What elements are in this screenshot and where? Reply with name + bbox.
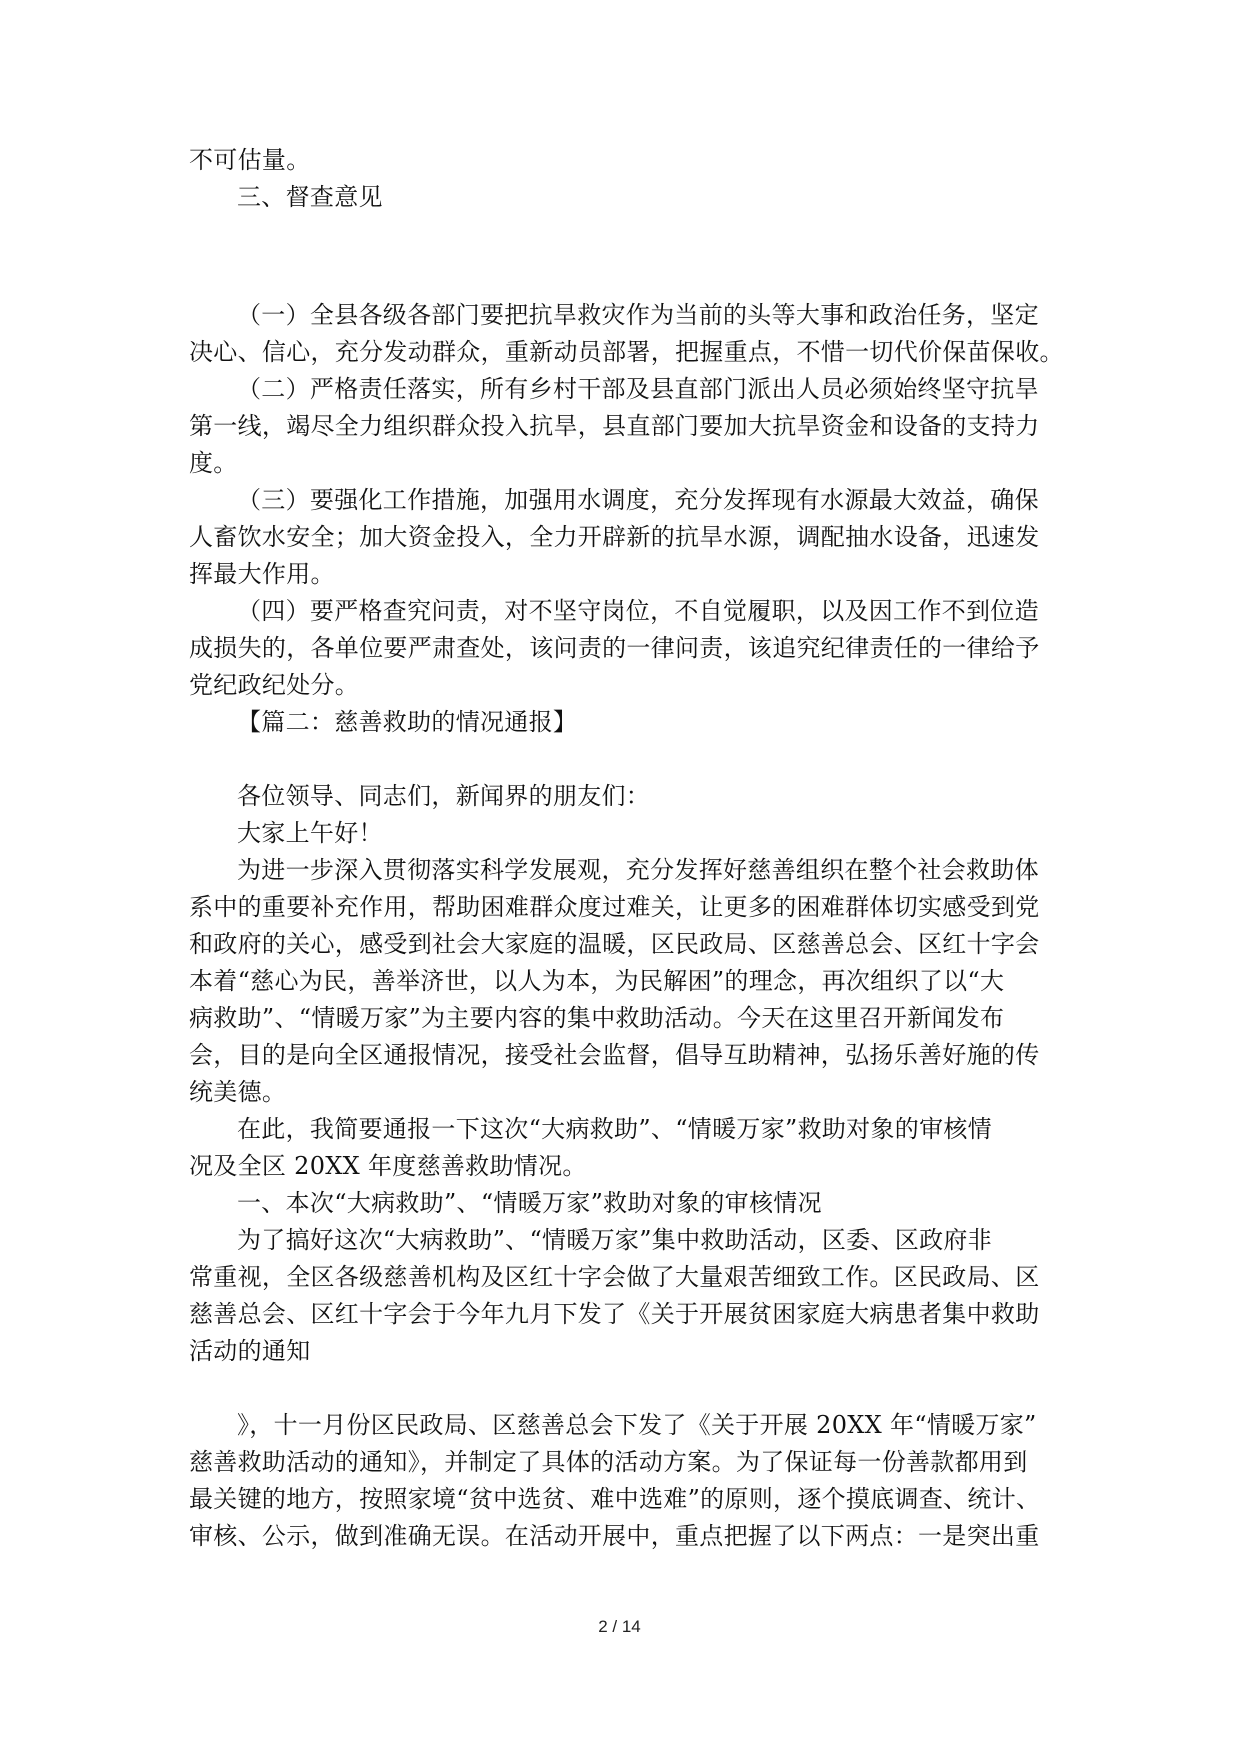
spacer: [189, 741, 1049, 778]
section-heading: 三、督查意见: [237, 183, 383, 211]
paragraph-line: 第一线，竭尽全力组织群众投入抗旱，县直部门要加大抗旱资金和设备的支持力: [189, 412, 1040, 440]
text-line: 不可估量。: [189, 146, 311, 174]
paragraph-line: 况及全区 20XX 年度慈善救助情况。: [189, 1152, 587, 1180]
paragraph-line: （四）要严格查究问责，对不坚守岗位，不自觉履职，以及因工作不到位造: [237, 597, 1039, 625]
paragraph-line: 为了搞好这次“大病救助”、“情暖万家”集中救助活动，区委、区政府非: [237, 1226, 992, 1254]
paragraph-line: 和政府的关心，感受到社会大家庭的温暖，区民政局、区慈善总会、区红十字会: [189, 930, 1040, 958]
document-body: [189, 142, 1064, 1555]
paragraph-line: 最关键的地方，按照家境“贫中选贫、难中选难”的原则，逐个摸底调查、统计、: [189, 1485, 1041, 1513]
paragraph-line: 慈善救助活动的通知》，并制定了具体的活动方案。为了保证每一份善款都用到: [189, 1448, 1028, 1476]
paragraph-line: 本着“慈心为民，善举济世，以人为本，为民解困”的理念，再次组织了以“大: [189, 967, 1005, 995]
paragraph-line: 活动的通知: [189, 1337, 311, 1365]
paragraph-line: 慈善总会、区红十字会于今年九月下发了《关于开展贫困家庭大病患者集中救助: [189, 1300, 1040, 1328]
spacer: [189, 1370, 1049, 1407]
greeting-line: 大家上午好！: [237, 819, 383, 847]
paragraph-line: 挥最大作用。: [189, 560, 335, 588]
paragraph-line: 为进一步深入贯彻落实科学发展观，充分发挥好慈善组织在整个社会救助体: [237, 856, 1039, 884]
paragraph-line: 审核、公示，做到准确无误。在活动开展中，重点把握了以下两点：一是突出重: [189, 1522, 1040, 1550]
paragraph-line: 在此，我简要通报一下这次“大病救助”、“情暖万家”救助对象的审核情: [237, 1115, 992, 1143]
section-heading: 一、本次“大病救助”、“情暖万家”救助对象的审核情况: [237, 1189, 822, 1217]
paragraph-line: 成损失的，各单位要严肃查处，该问责的一律问责，该追究纪律责任的一律给予: [189, 634, 1040, 662]
page-number: 2 / 14: [598, 1617, 641, 1636]
paragraph-line: 》，十一月份区民政局、区慈善总会下发了《关于开展 20XX 年“情暖万家”: [237, 1411, 1037, 1439]
paragraph-line: （一）全县各级各部门要把抗旱救灾作为当前的头等大事和政治任务，坚定: [237, 301, 1039, 329]
paragraph-line: 会，目的是向全区通报情况，接受社会监督，倡导互助精神，弘扬乐善好施的传: [189, 1041, 1040, 1069]
chapter-heading: 【篇二：慈善救助的情况通报】: [237, 708, 578, 736]
spacer: [189, 216, 1049, 297]
paragraph-line: 系中的重要补充作用，帮助困难群众度过难关，让更多的困难群体切实感受到党: [189, 893, 1040, 921]
paragraph-line: 决心、信心，充分发动群众，重新动员部署，把握重点，不惜一切代价保苗保收。: [189, 338, 1064, 366]
paragraph-line: 党纪政纪处分。: [189, 671, 360, 699]
paragraph-line: 统美德。: [189, 1078, 287, 1106]
paragraph-line: 人畜饮水安全；加大资金投入，全力开辟新的抗旱水源，调配抽水设备，迅速发: [189, 523, 1040, 551]
paragraph-line: 度。: [189, 449, 238, 477]
paragraph-line: （三）要强化工作措施，加强用水调度，充分发挥现有水源最大效益，确保: [237, 486, 1039, 514]
paragraph-line: 病救助”、“情暖万家”为主要内容的集中救助活动。今天在这里召开新闻发布: [189, 1004, 1005, 1032]
paragraph-line: （二）严格责任落实，所有乡村干部及县直部门派出人员必须始终坚守抗旱: [237, 375, 1039, 403]
paragraph-line: 常重视，全区各级慈善机构及区红十字会做了大量艰苦细致工作。区民政局、区: [189, 1263, 1040, 1291]
greeting-line: 各位领导、同志们，新闻界的朋友们：: [237, 782, 651, 810]
